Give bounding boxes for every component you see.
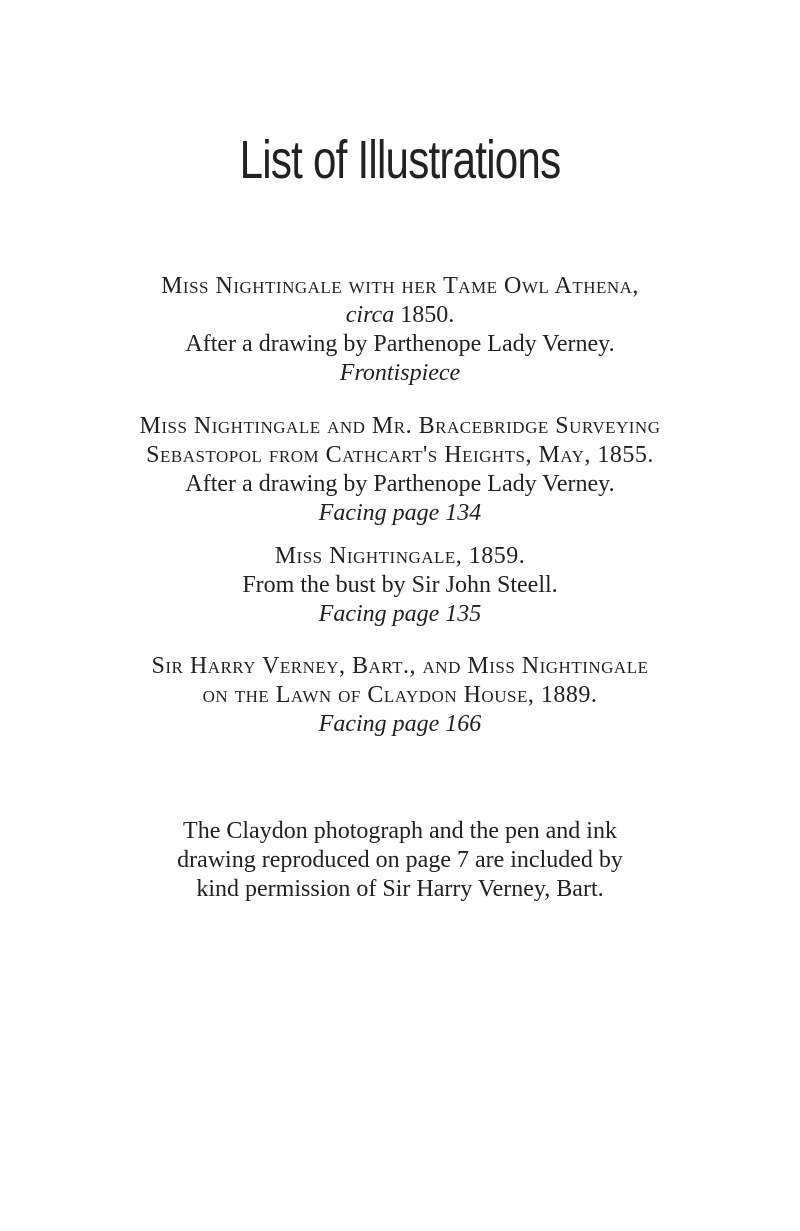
date-value: 1850. bbox=[400, 302, 455, 328]
illustration-entry-frontispiece bbox=[0, 272, 800, 388]
illustration-location: Facing page 166 bbox=[318, 711, 482, 737]
illustration-location: Facing page 134 bbox=[318, 500, 482, 526]
date-label: circa bbox=[345, 302, 395, 328]
illustration-entry-bust bbox=[0, 542, 800, 629]
illustration-date bbox=[0, 301, 800, 330]
illustration-caption: on the Lawn of Claydon House, 1889. bbox=[202, 682, 598, 708]
illustration-credit: After a drawing by Parthenope Lady Verney. bbox=[185, 471, 615, 497]
illustration-entry-claydon bbox=[0, 652, 800, 739]
illustration-caption: Miss Nightingale, 1859. bbox=[274, 543, 526, 569]
page-title: List of Illustrations bbox=[239, 130, 561, 190]
illustration-location: Frontispiece bbox=[339, 360, 461, 386]
illustration-location: Facing page 135 bbox=[318, 601, 482, 627]
note-line: kind permission of Sir Harry Verney, Bart. bbox=[196, 876, 604, 902]
illustration-entry-bracebridge bbox=[0, 412, 800, 528]
note-line: The Claydon photograph and the pen and ink bbox=[183, 818, 617, 844]
note-line: drawing reproduced on page 7 are included by bbox=[177, 847, 623, 873]
illustration-caption: Miss Nightingale with her Tame Owl Athena, bbox=[161, 273, 639, 299]
illustration-caption: Sebastopol from Cathcart's Heights, May, 1855. bbox=[146, 442, 654, 468]
permission-note bbox=[0, 817, 800, 904]
illustration-credit: From the bust by Sir John Steell. bbox=[242, 572, 558, 598]
illustration-credit: After a drawing by Parthenope Lady Verney. bbox=[185, 331, 615, 357]
illustration-caption: Sir Harry Verney, Bart., and Miss Nightingale bbox=[151, 653, 649, 679]
illustration-caption: Miss Nightingale and Mr. Bracebridge Surveying bbox=[139, 413, 661, 439]
